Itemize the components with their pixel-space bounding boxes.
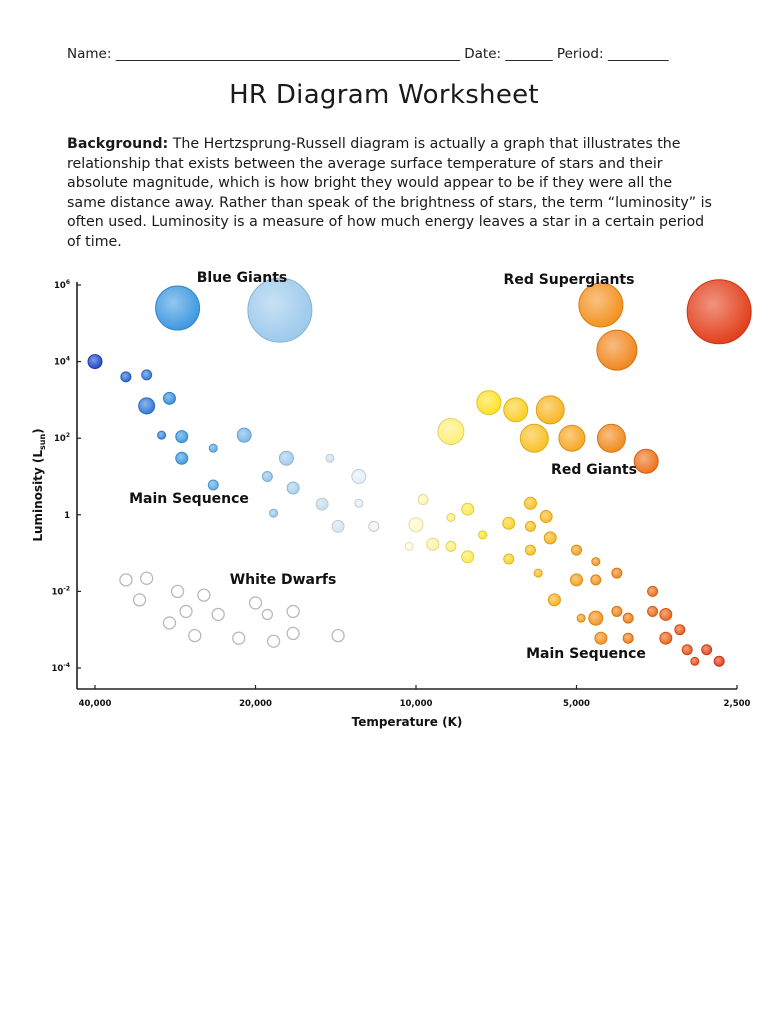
x-tick-label: 5,000 <box>563 699 590 709</box>
y-tick-base: 10 <box>53 281 66 291</box>
main-sequence-star <box>479 531 487 539</box>
main-sequence-star <box>623 633 633 643</box>
y-tick-exponent: 2 <box>65 432 70 440</box>
y-tick-base: 10 <box>53 434 66 445</box>
region-label-main-sequence-lower: Main Sequence <box>526 646 646 662</box>
main-sequence-star <box>332 520 344 532</box>
period-blank[interactable]: _________ <box>607 46 669 62</box>
y-axis-label-sub: sun <box>38 433 47 450</box>
y-tick-exponent: 4 <box>65 355 70 363</box>
name-label: Name: <box>67 46 112 62</box>
y-tick-base: 10 <box>51 664 64 674</box>
white-dwarf-star <box>287 605 299 617</box>
student-info-line <box>67 44 707 65</box>
main-sequence-star <box>447 514 455 522</box>
red-giant-star <box>634 449 658 473</box>
white-dwarf-star <box>332 630 344 642</box>
name-blank[interactable]: ___________________________________________________ <box>115 46 460 62</box>
main-sequence-star <box>176 452 188 464</box>
main-sequence-star <box>158 431 166 439</box>
main-sequence-star <box>163 392 175 404</box>
y-tick-exponent: -4 <box>63 662 70 669</box>
main-sequence-star <box>623 613 633 623</box>
main-sequence-star <box>589 611 603 625</box>
main-sequence-star <box>660 608 672 620</box>
period-label: Period: <box>556 46 604 62</box>
red-supergiant-star <box>687 280 751 344</box>
hr-diagram-svg <box>30 256 765 740</box>
white-dwarf-star <box>120 574 132 586</box>
main-sequence-star <box>548 594 560 606</box>
main-sequence-star <box>462 551 474 563</box>
main-sequence-star <box>427 538 439 550</box>
red-supergiant-star <box>579 283 623 327</box>
page-title: HR Diagram Worksheet <box>229 80 539 110</box>
red-giant-star <box>438 418 464 444</box>
white-dwarf-star <box>250 597 262 609</box>
main-sequence-star <box>525 521 535 531</box>
main-sequence-star <box>648 606 658 616</box>
main-sequence-star <box>121 372 131 382</box>
main-sequence-star <box>139 398 155 414</box>
x-tick-label: 40,000 <box>78 699 112 709</box>
main-sequence-star <box>612 568 622 578</box>
y-tick-label <box>64 511 70 521</box>
background-label: Background: <box>67 136 169 152</box>
x-tick-label: 2,500 <box>723 699 751 709</box>
y-tick-base: 10 <box>51 587 64 598</box>
blue-giant-star <box>156 286 200 330</box>
main-sequence-star <box>504 554 514 564</box>
main-sequence-star <box>648 586 658 596</box>
main-sequence-star <box>446 541 456 551</box>
main-sequence-star <box>714 656 724 666</box>
main-sequence-star <box>612 606 622 616</box>
main-sequence-star <box>208 480 218 490</box>
main-sequence-star <box>702 645 712 655</box>
date-label: Date: <box>464 46 502 62</box>
white-dwarf-star <box>141 572 153 584</box>
main-sequence-star <box>409 518 423 532</box>
main-sequence-star <box>176 431 188 443</box>
white-dwarf-star <box>262 609 272 619</box>
white-dwarf-star <box>189 630 201 642</box>
main-sequence-star <box>209 444 217 452</box>
white-dwarf-star <box>163 617 175 629</box>
main-sequence-star <box>534 569 542 577</box>
main-sequence-star <box>142 370 152 380</box>
region-label-blue-giants: Blue Giants <box>196 270 288 286</box>
white-dwarf-star <box>212 608 224 620</box>
red-giant-star <box>536 396 564 424</box>
main-sequence-star <box>262 472 272 482</box>
main-sequence-star <box>544 532 556 544</box>
date-blank[interactable]: _______ <box>505 46 553 62</box>
main-sequence-star <box>355 499 363 507</box>
main-sequence-star <box>592 558 600 566</box>
main-sequence-star <box>591 575 601 585</box>
main-sequence-star <box>572 545 582 555</box>
main-sequence-star <box>577 614 585 622</box>
main-sequence-star <box>525 545 535 555</box>
background-text: The Hertzsprung-Russell diagram is actually a graph that illustrates the relationship that exists between the average surface temperature of stars and their absolute magnitude, which is how bright they would appear to be if they were all the same distance away. Rather than speak of the brightness of stars, the term “luminosity” is often used. Luminosity is a measure of how much energy leaves a star in a certain period of time. <box>67 136 712 250</box>
main-sequence-star <box>326 454 334 462</box>
y-tick-exponent: -2 <box>63 585 70 593</box>
red-supergiant-star <box>597 330 637 370</box>
y-axis-label-main: Luminosity (L <box>31 449 45 542</box>
main-sequence-star <box>287 482 299 494</box>
x-tick-label: 10,000 <box>399 699 433 709</box>
main-sequence-star <box>352 470 366 484</box>
y-tick-base: 10 <box>53 357 66 368</box>
region-label-white-dwarfs: White Dwarfs <box>229 572 337 588</box>
main-sequence-star <box>369 521 379 531</box>
white-dwarf-star <box>233 632 245 644</box>
background-paragraph <box>67 135 712 253</box>
main-sequence-star <box>503 517 515 529</box>
main-sequence-star <box>540 511 552 523</box>
main-sequence-star <box>595 632 607 644</box>
main-sequence-star <box>571 574 583 586</box>
hr-diagram <box>30 256 765 740</box>
red-giant-star <box>504 398 528 422</box>
red-giant-star <box>520 424 548 452</box>
white-dwarf-star <box>180 605 192 617</box>
x-tick-label: 20,000 <box>239 699 272 709</box>
main-sequence-star <box>682 645 692 655</box>
region-label-red-supergiants: Red Supergiants <box>503 272 635 288</box>
x-axis-label: Temperature (K) <box>351 715 463 729</box>
y-tick-base: 1 <box>64 510 70 521</box>
main-sequence-star <box>88 355 102 369</box>
main-sequence-star <box>237 428 251 442</box>
red-giant-star <box>597 424 625 452</box>
main-sequence-star <box>691 657 699 665</box>
white-dwarf-star <box>134 594 146 606</box>
region-label-main-sequence-upper: Main Sequence <box>129 491 249 507</box>
y-axis-label-close: ) <box>31 428 45 434</box>
red-giant-star <box>477 391 501 415</box>
main-sequence-star <box>524 497 536 509</box>
region-label-red-giants: Red Giants <box>551 462 637 478</box>
white-dwarf-star <box>172 585 184 597</box>
red-giant-star <box>559 425 585 451</box>
main-sequence-star <box>660 632 672 644</box>
main-sequence-star <box>316 498 328 510</box>
main-sequence-star <box>462 503 474 515</box>
white-dwarf-star <box>198 589 210 601</box>
main-sequence-star <box>675 625 685 635</box>
main-sequence-star <box>279 451 293 465</box>
y-tick-exponent: 6 <box>65 279 70 286</box>
white-dwarf-star <box>287 627 299 639</box>
white-dwarf-star <box>268 635 280 647</box>
main-sequence-star <box>405 542 413 550</box>
main-sequence-star <box>418 495 428 505</box>
blue-giant-star <box>248 278 312 342</box>
main-sequence-star <box>270 509 278 517</box>
